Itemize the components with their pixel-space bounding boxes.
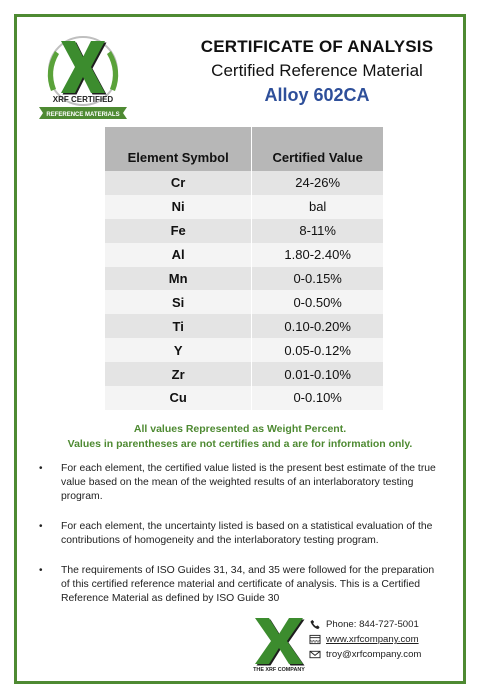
element-symbol: Fe <box>105 219 252 243</box>
element-symbol: Y <box>105 338 252 362</box>
table-row <box>105 338 383 362</box>
website-row <box>309 632 421 647</box>
table-row <box>105 243 383 267</box>
table-row <box>105 290 383 314</box>
list-item <box>37 462 437 504</box>
certified-value: 0-0.50% <box>252 290 383 314</box>
certified-value: 0-0.10% <box>252 386 383 410</box>
certified-value: 24-26% <box>252 171 383 195</box>
table-row <box>105 171 383 195</box>
bullet-text: For each element, the certified value listed is the present best estimate of the true value based on the mean of the weighted results of an interlaboratory testing program. <box>61 463 436 502</box>
column-header-element: Element Symbol <box>105 127 252 171</box>
element-symbol: Zr <box>105 362 252 386</box>
svg-text:www: www <box>310 638 320 644</box>
list-item <box>37 564 437 606</box>
email-text[interactable]: troy@xrfcompany.com <box>326 649 422 660</box>
certified-value: bal <box>252 195 383 219</box>
element-symbol: Ni <box>105 195 252 219</box>
svg-text:THE XRF COMPANY: THE XRF COMPANY <box>253 667 305 672</box>
list-item <box>37 520 437 548</box>
column-header-value: Certified Value <box>252 127 383 171</box>
header <box>17 17 463 127</box>
bullet-text: For each element, the uncertainty listed is based on a statistical evaluation of the contributions of homogeneity and the interlaboratory testing program. <box>61 521 433 546</box>
xrf-company-logo <box>249 614 309 672</box>
element-symbol: Cr <box>105 171 252 195</box>
element-symbol: Si <box>105 290 252 314</box>
table-header-row <box>105 127 383 171</box>
element-symbol: Ti <box>105 314 252 338</box>
document-subtitle: Certified Reference Material <box>211 61 423 80</box>
table-row <box>105 195 383 219</box>
phone-text: Phone: 844-727-5001 <box>326 619 419 630</box>
globe-icon <box>309 634 321 645</box>
website-link[interactable]: www.xrfcompany.com <box>326 634 419 645</box>
bullet-icon: • <box>39 463 43 474</box>
document-title: CERTIFICATE OF ANALYSIS <box>200 37 434 56</box>
weight-percent-note <box>17 422 463 452</box>
certified-values-table <box>105 127 383 410</box>
certified-value: 0.05-0.12% <box>252 338 383 362</box>
product-name: Alloy 602CA <box>264 85 370 105</box>
contact-info <box>309 617 421 662</box>
email-row <box>309 647 421 662</box>
bullet-icon: • <box>39 521 43 532</box>
svg-text:REFERENCE MATERIALS: REFERENCE MATERIALS <box>46 112 120 118</box>
bullet-text: The requirements of ISO Guides 31, 34, and 35 were followed for the preparation of this certified reference material and certificate of analysis. This is a Certified Reference Material as defined by ISO Guide 30 <box>61 565 435 604</box>
table-row <box>105 386 383 410</box>
bullet-icon: • <box>39 565 43 576</box>
element-symbol: Cu <box>105 386 252 410</box>
phone-row <box>309 617 421 632</box>
certified-value: 0.01-0.10% <box>252 362 383 386</box>
title-block <box>167 37 467 106</box>
certified-value: 1.80-2.40% <box>252 243 383 267</box>
certified-value: 8-11% <box>252 219 383 243</box>
table-row <box>105 362 383 386</box>
xrf-certified-logo <box>33 29 133 124</box>
svg-text:XRF CERTIFIED: XRF CERTIFIED <box>52 95 114 104</box>
table-row <box>105 219 383 243</box>
element-symbol: Mn <box>105 267 252 291</box>
email-icon <box>309 649 321 660</box>
table-row <box>105 314 383 338</box>
certified-value: 0-0.15% <box>252 267 383 291</box>
note-line-1: All values Represented as Weight Percent. <box>133 423 347 435</box>
element-symbol: Al <box>105 243 252 267</box>
certificate-frame <box>14 14 466 684</box>
certified-value: 0.10-0.20% <box>252 314 383 338</box>
disclaimer-list <box>37 462 437 622</box>
note-line-2: Values in parentheses are not certifies and a are for information only. <box>67 438 413 450</box>
table-row <box>105 267 383 291</box>
phone-icon <box>309 619 321 630</box>
